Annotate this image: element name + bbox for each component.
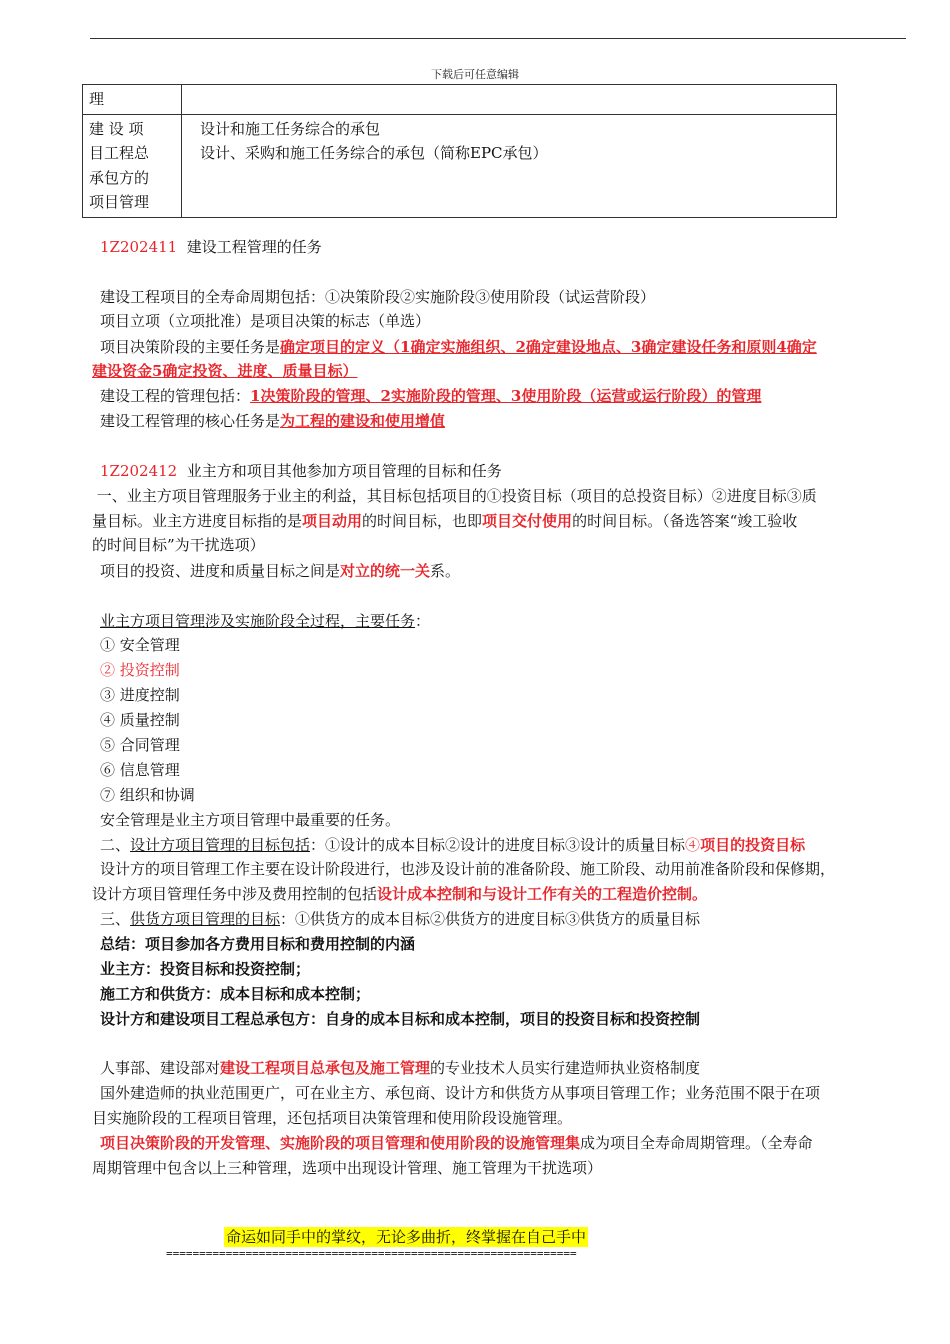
summary-line: 总结：项目参加各方费用目标和费用控制的内涵 [100, 935, 416, 953]
text-span: 项目的投资、进度和质量目标之间是 [100, 562, 341, 580]
list-item: ⑤ 合同管理 [100, 736, 180, 754]
highlight-text: 项目决策阶段的开发管理、实施阶段的项目管理和使用阶段的设施管理集 [100, 1134, 581, 1152]
text-line [100, 908, 700, 930]
highlight-text: 建设资金5确定投资、进度、质量目标） [92, 362, 358, 380]
text-span: 设计方项目管理任务中涉及费用控制的包括 [92, 885, 378, 903]
summary-line: 业主方：投资目标和投资控制； [100, 960, 311, 978]
list-item: ⑥ 信息管理 [100, 761, 180, 779]
highlight-text: 1决策阶段的管理、2实施阶段的管理、3使用阶段（运营或运行阶段）的管理 [250, 387, 762, 405]
underlined-text: 业主方项目管理涉及实施阶段全过程，主要任务 [100, 612, 416, 630]
cell-line: 目工程总 [89, 144, 150, 162]
text-line: 国外建造师的执业范围更广，可在业主方、承包商、设计方和供货方从事项目管理工作；业务范围不限于在项 [100, 1084, 821, 1102]
section-heading [100, 236, 322, 258]
highlight-text: ④ [685, 836, 701, 854]
highlight-text: 项目交付使用 [482, 512, 573, 530]
text-span: 三、 [100, 910, 131, 928]
text-span: 人事部、建设部对 [100, 1059, 221, 1077]
table-cell [182, 114, 837, 217]
text-span: ： [415, 612, 431, 630]
section-title: 业主方和项目其他参加方项目管理的目标和任务 [186, 462, 502, 480]
cell-line: 承包方的 [89, 168, 150, 187]
highlight-text: 确定项目的定义（1确定实施组织、2确定建设地点、3确定建设任务和原则4确定 [280, 338, 817, 356]
underlined-text: 供货方项目管理的目标 [130, 910, 281, 928]
list-item: ③ 进度控制 [100, 686, 180, 704]
cell-line: 设计、采购和施工任务综合的承包（简称EPC承包） [200, 144, 548, 162]
text-line: 目实施阶段的工程项目管理，还包括项目决策管理和使用阶段设施管理。 [92, 1109, 573, 1127]
text-line [100, 1132, 813, 1154]
list-item: ① 安全管理 [100, 636, 180, 654]
text-line: 项目立项（立项批准）是项目决策的标志（单选） [100, 312, 431, 330]
text-span: 系。 [430, 562, 461, 580]
text-line [92, 510, 797, 532]
text-line [100, 560, 460, 582]
cell-line: 设计和施工任务综合的承包 [200, 119, 381, 138]
text-line [100, 834, 805, 856]
list-item: ② 投资控制 [100, 661, 180, 679]
text-line [92, 360, 357, 382]
highlight-text: 建设工程项目总承包及施工管理 [220, 1059, 431, 1077]
highlight-text: 项目动用 [302, 512, 363, 530]
text-span: 一、业主方项目管理服务于业主的利益，其目标包括项目的①投资目标（项目的总投资目标）②进度目标③质 [96, 487, 817, 505]
section-code: 1Z202412 [100, 462, 178, 480]
summary-line: 设计方和建设项目工程总承包方：自身的成本目标和成本控制，项目的投资目标和投资控制 [100, 1010, 701, 1028]
text-line [100, 410, 445, 432]
text-line [100, 385, 761, 407]
highlight-text: 设计成本控制和与设计工作有关的工程造价控制。 [377, 885, 708, 903]
summary-line: 施工方和供货方：成本目标和成本控制； [100, 985, 371, 1003]
table-cell: 理 [83, 85, 182, 115]
text-line: 的时间目标”为干扰选项） [92, 536, 265, 554]
list-item: ④ 质量控制 [100, 711, 180, 729]
text-line [92, 485, 817, 507]
highlight-text: 对立的统一关 [340, 562, 431, 580]
footer-separator: ============================================================== [166, 1247, 577, 1260]
text-span: 项目决策阶段的主要任务是 [100, 338, 281, 356]
text-line: 建设工程项目的全寿命周期包括：①决策阶段②实施阶段③使用阶段（试运营阶段） [100, 288, 656, 306]
underlined-text: 设计方项目管理的目标包括 [130, 836, 311, 854]
text-line [92, 883, 707, 905]
text-span: ：①设计的成本目标②设计的进度目标③设计的质量目标 [310, 836, 686, 854]
text-line: 安全管理是业主方项目管理中最重要的任务。 [100, 811, 401, 829]
highlight-text: 为工程的建设和使用增值 [280, 412, 446, 430]
header-note: 下载后可任意编辑 [431, 68, 519, 81]
section-code: 1Z202411 [100, 238, 178, 256]
table-cell [182, 85, 837, 115]
tasks-heading [100, 610, 430, 632]
cell-line: 项目管理 [89, 193, 150, 211]
section-title: 建设工程管理的任务 [186, 238, 322, 256]
table-cell [83, 114, 182, 217]
section-heading [100, 460, 502, 482]
management-table [82, 84, 837, 218]
table-row [83, 114, 837, 217]
text-span: ：①供货方的成本目标②供货方的进度目标③供货方的质量目标 [280, 910, 701, 928]
text-span: 的时间目标，也即 [362, 512, 483, 530]
text-line: 设计方的项目管理工作主要在设计阶段进行，也涉及设计前的准备阶段、施工阶段、动用前准备阶段和保修期， [100, 860, 836, 878]
text-span: 建设工程管理的核心任务是 [100, 412, 281, 430]
table-row [83, 85, 837, 115]
footer-motto: 命运如同手中的掌纹，无论多曲折，终掌握在自己手中 [226, 1228, 587, 1246]
text-line [100, 1057, 700, 1079]
highlight-text: 项目的投资目标 [700, 836, 806, 854]
cell-line: 建 设 项 [89, 119, 144, 138]
text-line: 周期管理中包含以上三种管理，选项中出现设计管理、施工管理为干扰选项） [92, 1159, 603, 1177]
list-item: ⑦ 组织和协调 [100, 786, 195, 804]
text-span: 二、 [100, 836, 131, 854]
text-span: 成为项目全寿命周期管理。（全寿命 [580, 1134, 813, 1152]
text-span: 的时间目标。（备选答案“竣工验收 [572, 512, 798, 530]
text-span: 量目标。业主方进度目标指的是 [92, 512, 303, 530]
text-span: 的专业技术人员实行建造师执业资格制度 [430, 1059, 701, 1077]
text-span: 建设工程的管理包括： [100, 387, 251, 405]
top-rule [90, 38, 906, 39]
text-line [100, 336, 817, 358]
